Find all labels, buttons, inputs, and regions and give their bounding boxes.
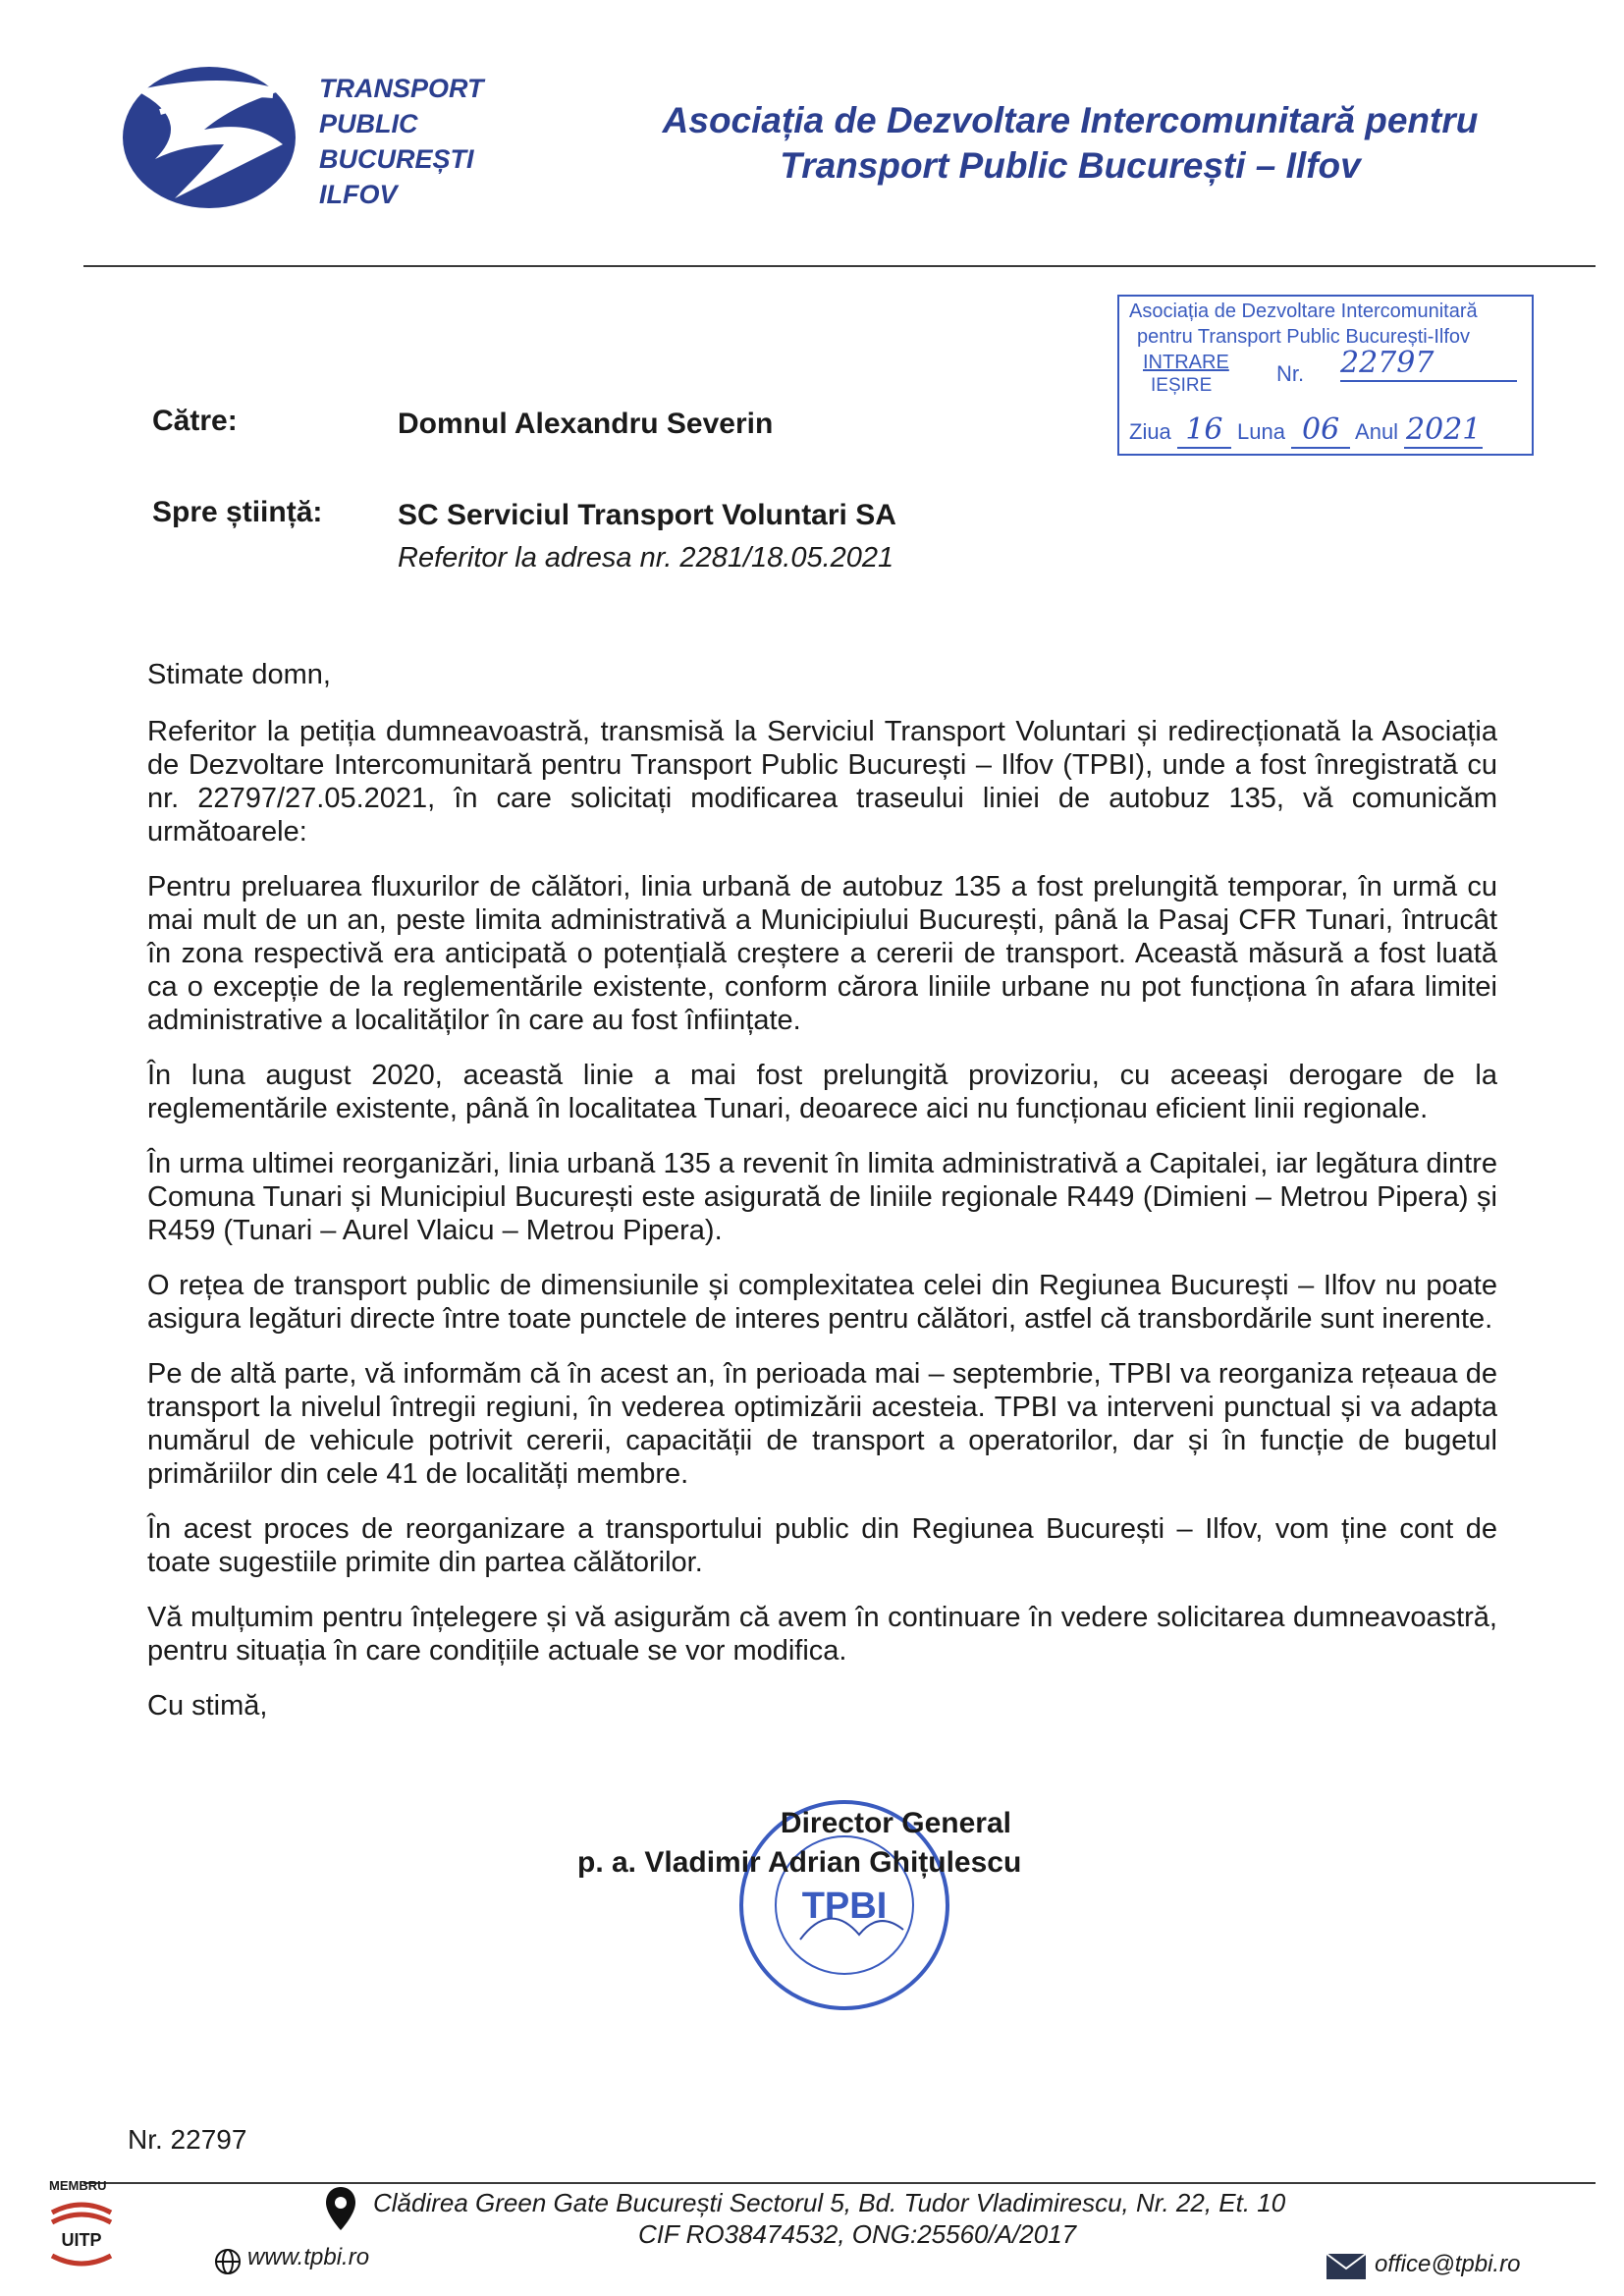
stamp-date-row: [1129, 412, 1483, 449]
paragraph-1: Referitor la petiția dumneavoastră, transmisă la Serviciul Transport Voluntari și redirecționată la Asociația de Dezvoltare Intercomunitară pentru Transport Public București – Ilfov (TPBI), unde a fost înregistrată cu nr. 22797/27.05.2021, în care solicitați modificarea traseului liniei de autobuz 135, vă comunicăm următoarele:: [147, 716, 1497, 847]
org-name-line-1: Asociația de Dezvoltare Intercomunitară pentru: [662, 100, 1479, 140]
logo-line-4: ILFOV: [319, 180, 398, 209]
stamp-luna-label: Luna: [1237, 419, 1285, 444]
signatory-name: p. a. Vladimir Adrian Ghițulescu: [577, 1846, 1022, 1879]
stamp-line-2: pentru Transport Public București-Ilfov: [1137, 326, 1471, 348]
paragraph-3: În luna august 2020, această linie a mai fost prelungită provizoriu, cu aceeași derogare de la reglementările existente, până în localitatea Tunari, deoarece aici nu funcționau eficient linii regionale.: [147, 1060, 1497, 1124]
paragraph-2: Pentru preluarea fluxurilor de călători, linia urbană de autobuz 135 a fost prelungită temporar, în urmă cu mai mult de un an, peste limita administrativă a Municipiului București, până la Pasaj CFR Tunari, întrucât în zona respectivă era anticipată o potențială creștere a cererii de transport. Această măsură a fost luată ca o excepție de la reglementările existente, conform cărora liniile urbane nu pot funcționa în afara limitei administrative a localităților în care au fost înființate.: [147, 871, 1497, 1036]
location-pin-icon: [324, 2185, 357, 2232]
logo-line-1: TRANSPORT: [319, 74, 484, 103]
spre-stiinta-label: Spre știință:: [152, 496, 323, 528]
header-divider: [83, 265, 1596, 267]
registration-stamp: [1117, 295, 1534, 456]
footer-divider: [83, 2182, 1596, 2184]
stamp-anul-value: 2021: [1406, 412, 1482, 447]
letter-body: [147, 658, 1497, 1744]
stamp-line-1: Asociația de Dezvoltare Intercomunitară: [1129, 301, 1478, 322]
organization-name: [550, 98, 1591, 189]
footer-email[interactable]: office@tpbi.ro: [1375, 2251, 1521, 2277]
paragraph-8: Vă mulțumim pentru înțelegere și vă asigurăm că avem în continuare în vedere solicitarea dumneavoastră, pentru situația în care condițiile actuale se vor modifica.: [147, 1602, 1497, 1667]
footer-cif: CIF RO38474532, ONG:25560/A/2017: [638, 2219, 1077, 2249]
stamp-nr-value: 22797: [1340, 346, 1517, 382]
paragraph-5: O rețea de transport public de dimensiunile și complexitatea celei din Regiunea București – Ilfov nu poate asigura legături directe între toate punctele de interes pentru călători, astfel că transbordările sunt inerente.: [147, 1270, 1497, 1335]
seal-center-text: TPBI: [801, 1886, 888, 1927]
greeting: Stimate domn,: [147, 659, 331, 690]
logo-line-2: PUBLIC: [319, 109, 418, 138]
logo-wordmark: [319, 71, 484, 212]
paragraph-6: Pe de altă parte, vă informăm că în acest an, în perioada mai – septembrie, TPBI va reorganiza rețeaua de transport la nivelul întregii regiuni, în vederea optimizării acesteia. TPBI va interveni punctual și va adapta numărul de vehicule potrivit cererii, capacității de transport a operatorilor, dar și în funcție de bugetul primăriilor din cele 41 de localități membre.: [147, 1358, 1497, 1490]
referitor-adresa: Referitor la adresa nr. 2281/18.05.2021: [398, 542, 894, 574]
uitp-logo: [47, 2195, 116, 2273]
stamp-iesire: IEȘIRE: [1151, 375, 1213, 396]
stamp-nr-label: Nr.: [1276, 361, 1305, 386]
catre-label: Către:: [152, 405, 238, 437]
member-label: MEMBRU: [49, 2178, 107, 2193]
tpbi-logo: [116, 51, 312, 218]
paragraph-4: În urma ultimei reorganizări, linia urbană 135 a revenit în limita administrativă a Capitalei, iar legătura dintre Comuna Tunari și Municipiul București este asigurată de liniile regionale R449 (Dimieni – Metrou Pipera) și R459 (Tunari – Aurel Vlaicu – Metrou Pipera).: [147, 1148, 1497, 1246]
catre-value: Domnul Alexandru Severin: [398, 408, 774, 440]
stamp-anul-label: Anul: [1355, 419, 1399, 444]
stamp-luna-value: 06: [1291, 412, 1350, 449]
closing: Cu stimă,: [147, 1690, 268, 1722]
stamp-ziua-label: Ziua: [1129, 419, 1171, 444]
org-name-line-2: Transport Public București – Ilfov: [780, 145, 1361, 186]
paragraph-7: În acest proces de reorganizare a transportului public din Regiunea București – Ilfov, vom ține cont de toate sugestiile primite din partea călătorilor.: [147, 1513, 1497, 1578]
footer-address: Clădirea Green Gate București Sectorul 5, Bd. Tudor Vladimirescu, Nr. 22, Et. 10: [373, 2188, 1286, 2217]
spre-stiinta-value: SC Serviciul Transport Voluntari SA: [398, 499, 896, 531]
stamp-intrare: INTRARE: [1143, 352, 1229, 373]
document-number: Nr. 22797: [128, 2124, 247, 2155]
uitp-text: UITP: [61, 2230, 102, 2250]
footer-website[interactable]: www.tpbi.ro: [247, 2244, 370, 2270]
logo-line-3: BUCUREȘTI: [319, 144, 474, 174]
stamp-ziua-value: 16: [1177, 412, 1231, 449]
envelope-icon: [1326, 2253, 1367, 2280]
globe-icon: [214, 2248, 242, 2275]
signatory-title: Director General: [780, 1807, 1011, 1839]
